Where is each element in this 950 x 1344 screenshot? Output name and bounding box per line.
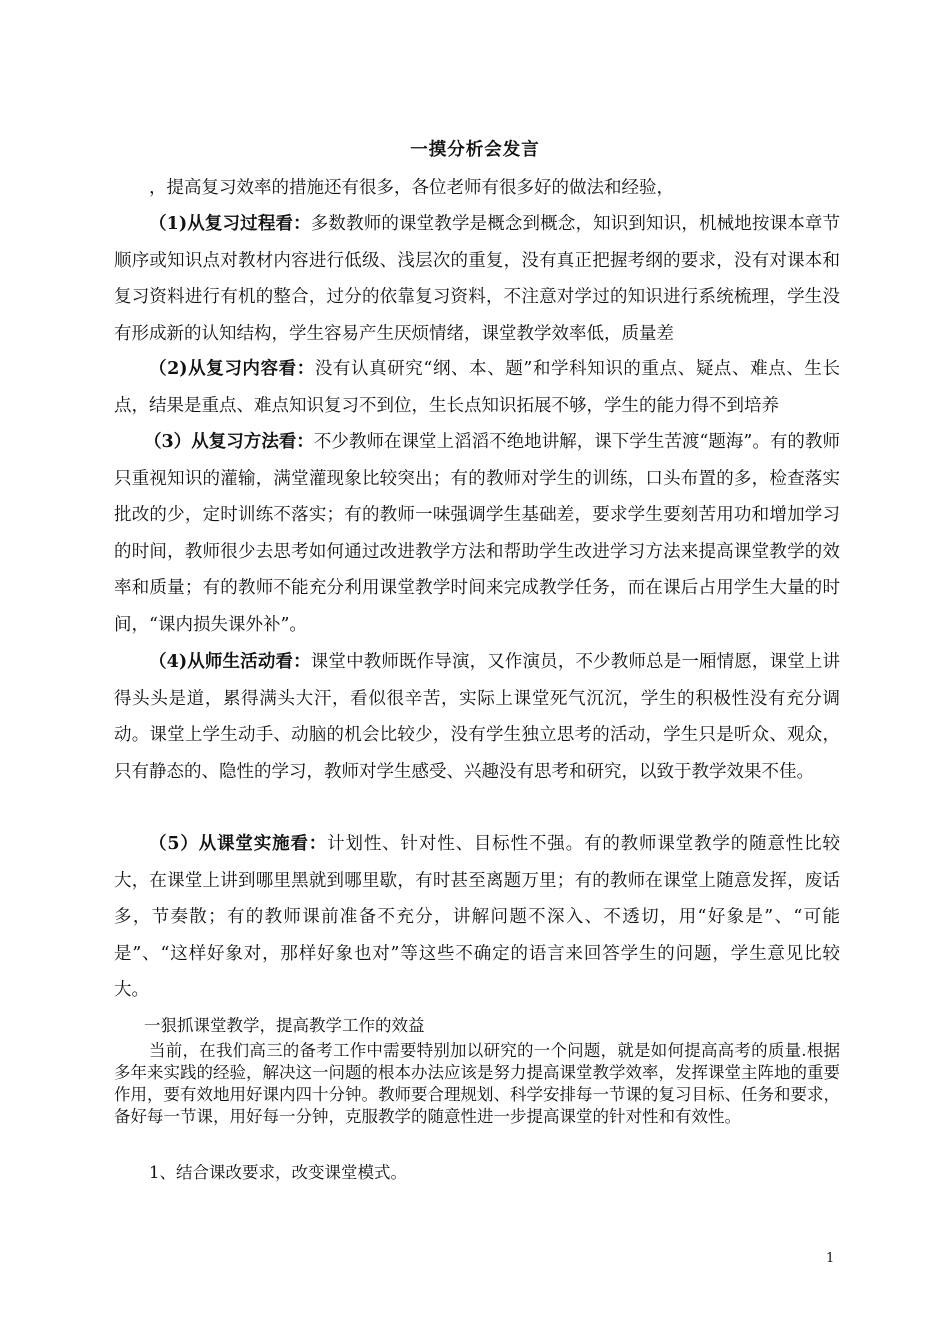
intro-paragraph: ，提高复习效率的措施还有很多，各位老师有很多好的做法和经验， (149, 178, 674, 198)
paragraph-heading: （1)从复习过程看： (149, 214, 311, 234)
paragraph-teacher-student-activity (114, 644, 840, 790)
page-number: 1 (826, 1251, 835, 1266)
paragraph-review-content (114, 351, 840, 424)
paragraph-classroom-implementation (114, 826, 840, 1009)
paragraph-heading: （3）从复习方法看： (144, 432, 314, 452)
list-item: 1、结合课改要求，改变课堂模式。 (149, 1163, 407, 1182)
paragraph-body: 课堂中教师既作导演，又作演员，不少教师总是一厢情愿，课堂上讲得头头是道，累得满头大汗，看似很辛苦，实际上课堂死气沉沉，学生的积极性没有充分调动。课堂上学生动手、动脑的机会比较少，没有学生独立思考的活动，学生只是听众、观众，只有静态的、隐性的学习，教师对学生感受、兴趣没有思考和研究，以致于教学效果不佳。 (114, 652, 841, 782)
paragraph-review-method (114, 424, 840, 643)
section-heading: 一狠抓课堂教学，提高教学工作的效益 (144, 1016, 425, 1035)
paragraph-body: 计划性、针对性、目标性不强。有的教师课堂教学的随意性比较大，在课堂上讲到哪里黑就到哪里歇，有时甚至离题万里；有的教师在课堂上随意发挥，废话多，节奏散；有的教师课前准备不充分，讲解问题不深入、不透切，用“好象是”、“可能是”、“这样好象对，那样好象也对”等这些不确定的语言来回答学生的问题，学生意见比较大。 (114, 834, 840, 1000)
paragraph-body: 不少教师在课堂上滔滔不绝地讲解，课下学生苦渡“题海”。有的教师只重视知识的灌输，满堂灌现象比较突出；有的教师对学生的训练，口头布置的多，检查落实批改的少，定时训练不落实；有的教师一味强调学生基础差，要求学生要刻苦用功和增加学习的时间，教师很少去思考如何通过改进教学方法和帮助学生改进学习方法来提高课堂教学的效率和质量；有的教师不能充分利用课堂教学时间来完成教学任务，而在课后占用学生大量的时间，“课内损失课外补”。 (114, 432, 840, 635)
page-title: 一摸分析会发言 (410, 140, 540, 160)
paragraph-heading: （2)从复习内容看： (149, 359, 315, 379)
paragraph-body: 没有认真研究“纲、本、题”和学科知识的重点、疑点、难点、生长点，结果是重点、难点知识复习不到位，生长点知识拓展不够，学生的能力得不到培养 (114, 359, 840, 416)
section-paragraph: 当前，在我们高三的备考工作中需要特别加以研究的一个问题，就是如何提高高考的质量.根据多年来实践的经验，解决这一问题的根本办法应该是努力提高课堂教学效率，发挥课堂主阵地的重要作用，要有效地用好课内四十分钟。教师要合理规划、科学安排每一节课的复习目标、任务和要求，备好每一节课，用好每一分钟，克服教学的随意性进一步提高课堂的针对性和有效性。 (114, 1041, 840, 1126)
paragraph-heading: （5）从课堂实施看： (149, 834, 328, 854)
paragraph-review-process (114, 206, 840, 352)
paragraph-heading: （4)从师生活动看： (149, 652, 311, 672)
paragraph-body: 多数教师的课堂教学是概念到概念，知识到知识，机械地按课本章节顺序或知识点对教材内容进行低级、浅层次的重复，没有真正把握考纲的要求，没有对课本和复习资料进行有机的整合，过分的依靠复习资料，不注意对学过的知识进行系统梳理，学生没有形成新的认知结构，学生容易产生厌烦情绪，课堂教学效率低，质量差 (114, 214, 841, 344)
